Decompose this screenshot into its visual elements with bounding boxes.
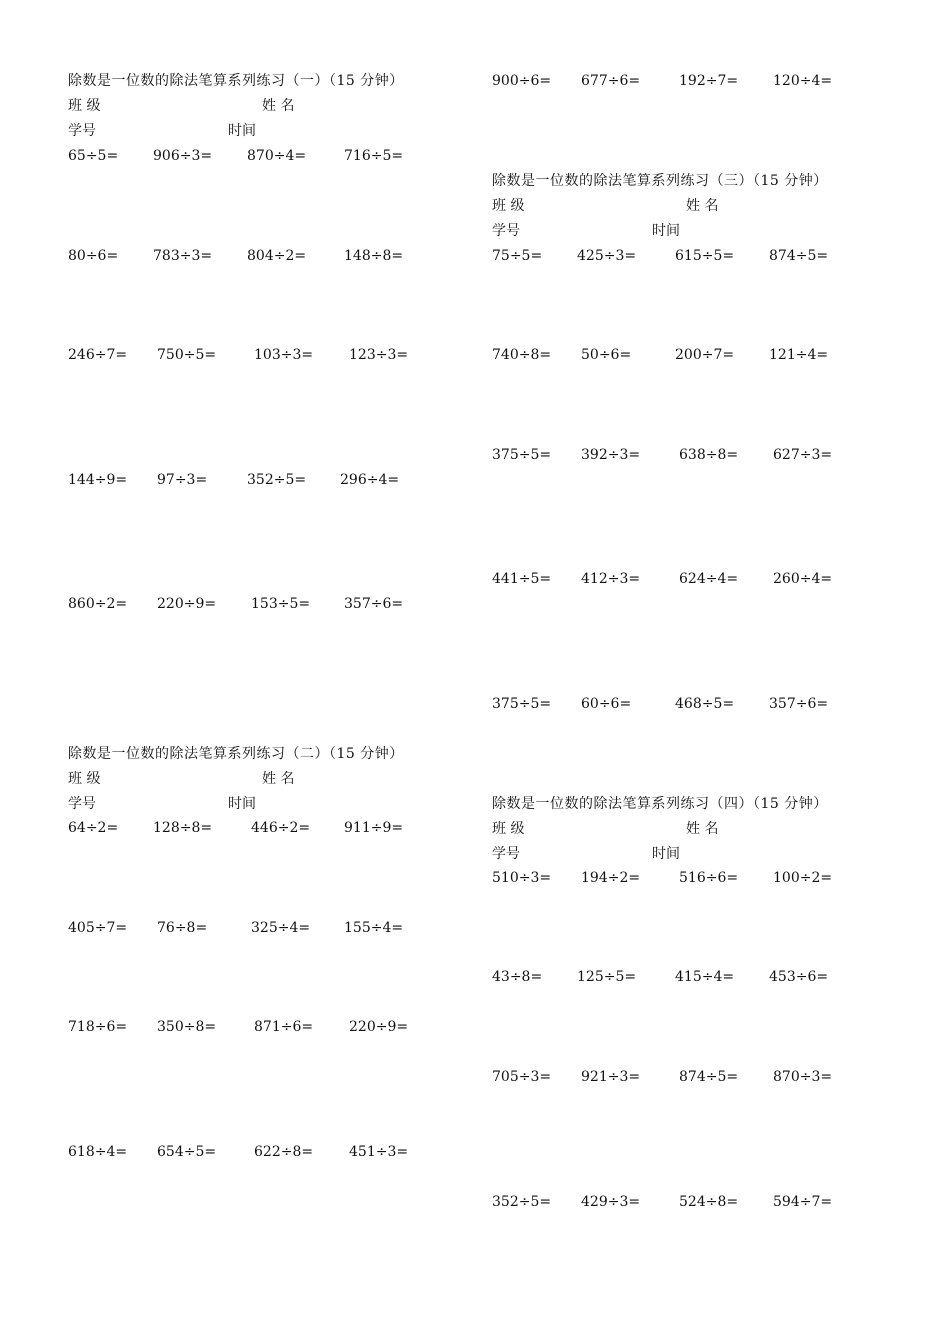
- worksheet-1-name-label: 姓 名: [262, 98, 295, 114]
- worksheet-1-time-label: 时间: [228, 123, 256, 139]
- problem: 677÷6=: [581, 73, 641, 89]
- problem: 260÷4=: [773, 571, 833, 587]
- worksheet-4-class-label: 班 级: [492, 821, 525, 837]
- problem: 192÷7=: [679, 73, 739, 89]
- problem: 220÷9=: [157, 596, 217, 612]
- problem: 871÷6=: [254, 1019, 314, 1035]
- worksheet-2-time-label: 时间: [228, 796, 256, 812]
- problem: 97÷3=: [157, 472, 208, 488]
- problem: 80÷6=: [68, 248, 119, 264]
- worksheet-3-time-label: 时间: [652, 223, 680, 239]
- problem: 870÷3=: [773, 1069, 833, 1085]
- problem: 375÷5=: [492, 696, 552, 712]
- problem: 510÷3=: [492, 870, 552, 886]
- problem: 618÷4=: [68, 1144, 128, 1160]
- problem: 153÷5=: [251, 596, 311, 612]
- problem: 43÷8=: [492, 969, 543, 985]
- problem: 874÷5=: [769, 248, 829, 264]
- problem: 624÷4=: [679, 571, 739, 587]
- problem: 627÷3=: [773, 447, 833, 463]
- problem: 804÷2=: [247, 248, 307, 264]
- worksheet-1-title: 除数是一位数的除法笔算系列练习（一）（15 分钟）: [68, 73, 404, 89]
- problem: 705÷3=: [492, 1069, 552, 1085]
- problem: 148÷8=: [344, 248, 404, 264]
- problem: 75÷5=: [492, 248, 543, 264]
- problem: 524÷8=: [679, 1194, 739, 1210]
- problem: 921÷3=: [581, 1069, 641, 1085]
- worksheet-2-name-label: 姓 名: [262, 771, 295, 787]
- problem: 594÷7=: [773, 1194, 833, 1210]
- problem: 246÷7=: [68, 347, 128, 363]
- problem: 415÷4=: [675, 969, 735, 985]
- worksheet-2-class-label: 班 级: [68, 771, 101, 787]
- worksheet-3-id-label: 学号: [492, 223, 520, 239]
- problem: 750÷5=: [157, 347, 217, 363]
- worksheet-4-id-label: 学号: [492, 846, 520, 862]
- problem: 911÷9=: [344, 820, 404, 836]
- problem: 144÷9=: [68, 472, 128, 488]
- problem: 718÷6=: [68, 1019, 128, 1035]
- problem: 350÷8=: [157, 1019, 217, 1035]
- problem: 412÷3=: [581, 571, 641, 587]
- problem: 429÷3=: [581, 1194, 641, 1210]
- worksheet-4-name-label: 姓 名: [686, 821, 719, 837]
- problem: 155÷4=: [344, 920, 404, 936]
- problem: 906÷3=: [153, 148, 213, 164]
- problem: 615÷5=: [675, 248, 735, 264]
- problem: 654÷5=: [157, 1144, 217, 1160]
- problem: 451÷3=: [349, 1144, 409, 1160]
- problem: 716÷5=: [344, 148, 404, 164]
- problem: 50÷6=: [581, 347, 632, 363]
- problem: 638÷8=: [679, 447, 739, 463]
- problem: 468÷5=: [675, 696, 735, 712]
- problem: 357÷6=: [769, 696, 829, 712]
- problem: 375÷5=: [492, 447, 552, 463]
- problem: 100÷2=: [773, 870, 833, 886]
- problem: 453÷6=: [769, 969, 829, 985]
- problem: 128÷8=: [153, 820, 213, 836]
- problem: 125÷5=: [577, 969, 637, 985]
- problem: 425÷3=: [577, 248, 637, 264]
- worksheet-3-name-label: 姓 名: [686, 198, 719, 214]
- problem: 622÷8=: [254, 1144, 314, 1160]
- worksheet-2-title: 除数是一位数的除法笔算系列练习（二）（15 分钟）: [68, 746, 404, 762]
- problem: 352÷5=: [492, 1194, 552, 1210]
- problem: 516÷6=: [679, 870, 739, 886]
- problem: 103÷3=: [254, 347, 314, 363]
- problem: 76÷8=: [157, 920, 208, 936]
- problem: 441÷5=: [492, 571, 552, 587]
- problem: 357÷6=: [344, 596, 404, 612]
- problem: 200÷7=: [675, 347, 735, 363]
- problem: 874÷5=: [679, 1069, 739, 1085]
- problem: 900÷6=: [492, 73, 552, 89]
- problem: 194÷2=: [581, 870, 641, 886]
- worksheet-3-class-label: 班 级: [492, 198, 525, 214]
- problem: 446÷2=: [251, 820, 311, 836]
- problem: 783÷3=: [153, 248, 213, 264]
- problem: 65÷5=: [68, 148, 119, 164]
- problem: 325÷4=: [251, 920, 311, 936]
- problem: 392÷3=: [581, 447, 641, 463]
- problem: 870÷4=: [247, 148, 307, 164]
- problem: 120÷4=: [773, 73, 833, 89]
- worksheet-1-class-label: 班 级: [68, 98, 101, 114]
- problem: 296÷4=: [340, 472, 400, 488]
- problem: 64÷2=: [68, 820, 119, 836]
- problem: 352÷5=: [247, 472, 307, 488]
- worksheet-1-id-label: 学号: [68, 123, 96, 139]
- worksheet-4-time-label: 时间: [652, 846, 680, 862]
- problem: 740÷8=: [492, 347, 552, 363]
- problem: 121÷4=: [769, 347, 829, 363]
- problem: 860÷2=: [68, 596, 128, 612]
- problem: 405÷7=: [68, 920, 128, 936]
- problem: 123÷3=: [349, 347, 409, 363]
- worksheet-3-title: 除数是一位数的除法笔算系列练习（三）（15 分钟）: [492, 173, 828, 189]
- problem: 220÷9=: [349, 1019, 409, 1035]
- problem: 60÷6=: [581, 696, 632, 712]
- worksheet-2-id-label: 学号: [68, 796, 96, 812]
- worksheet-4-title: 除数是一位数的除法笔算系列练习（四）（15 分钟）: [492, 796, 828, 812]
